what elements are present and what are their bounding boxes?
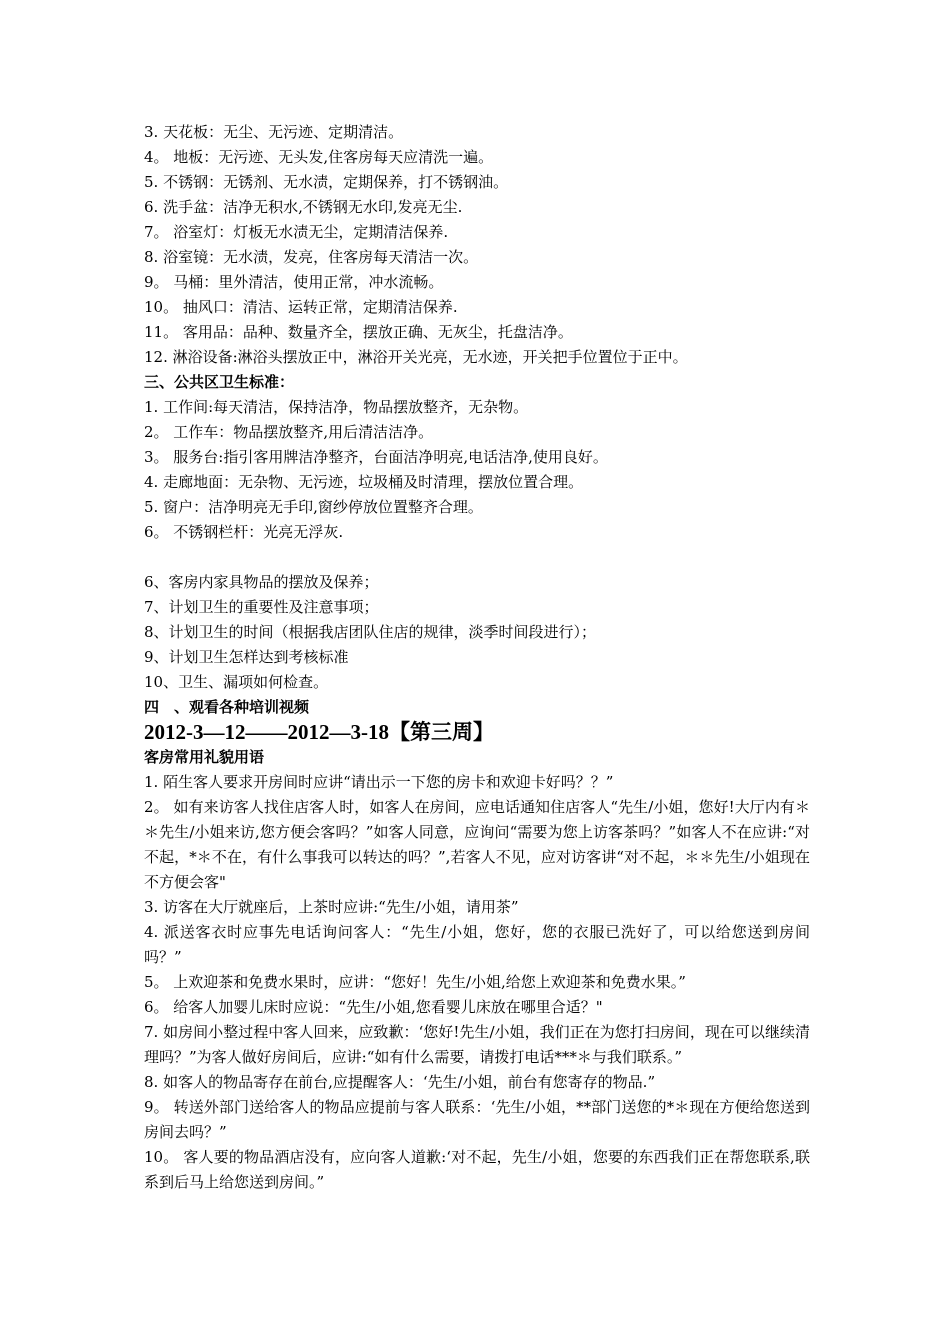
list-item: 4。 地板：无污迹、无头发,住客房每天应清洗一遍。 bbox=[144, 148, 494, 166]
list-item: 6、客房内家具物品的摆放及保养； bbox=[144, 573, 379, 591]
list-item: 11。 客用品：品种、数量齐全，摆放正确、无灰尘，托盘洁净。 bbox=[144, 323, 573, 341]
list-item: 9。 马桶：里外清洁，使用正常，冲水流畅。 bbox=[144, 273, 444, 291]
list-item: 5. 窗户：洁净明亮无手印,窗纱停放位置整齐合理。 bbox=[144, 498, 483, 516]
phrases-heading: 客房常用礼貌用语 bbox=[144, 748, 265, 766]
toilet-standards-list bbox=[144, 120, 810, 370]
list-item: 3。 服务台:指引客用牌洁净整齐，台面洁净明亮,电话洁净,使用良好。 bbox=[144, 448, 608, 466]
list-item: 4. 派送客衣时应事先电话询问客人：“先生/小姐，您好，您的衣服已洗好了，可以给您送到房间吗？” bbox=[144, 923, 810, 966]
list-item: 10、卫生、漏项如何检查。 bbox=[144, 673, 329, 691]
list-item: 12. 淋浴设备:淋浴头摆放正中，淋浴开关光亮，无水迹，开关把手位置位于正中。 bbox=[144, 348, 688, 366]
list-item: 6。 给客人加婴儿床时应说：“先生/小姐,您看婴儿床放在哪里合适？" bbox=[144, 998, 603, 1016]
list-item: 4. 走廊地面：无杂物、无污迹，垃圾桶及时清理，摆放位置合理。 bbox=[144, 473, 584, 491]
public-standards-list bbox=[144, 395, 810, 545]
week-heading: 2012-3—12——2012—3-18【第三周】 bbox=[144, 720, 494, 744]
list-item: 2。 工作车：物品摆放整齐,用后清洁洁净。 bbox=[144, 423, 434, 441]
list-item: 9。 转送外部门送给客人的物品应提前与客人联系：‘先生/小姐，**部门送您的*＊现在方便给您送到房间去吗？” bbox=[144, 1098, 810, 1141]
blank-line bbox=[144, 545, 810, 570]
list-item: 8、计划卫生的时间（根据我店团队住店的规律，淡季时间段进行）； bbox=[144, 623, 597, 641]
courtesy-phrases-list bbox=[144, 770, 810, 1195]
document-page bbox=[144, 120, 810, 1195]
list-item: 6。 不锈钢栏杆：光亮无浮灰. bbox=[144, 523, 344, 541]
list-item: 3. 天花板：无尘、无污迹、定期清洁。 bbox=[144, 123, 404, 141]
list-item: 5. 不锈钢：无锈剂、无水渍，定期保养，打不锈钢油。 bbox=[144, 173, 509, 191]
list-item: 7. 如房间小整过程中客人回来，应致歉：‘您好!先生/小姐，我们正在为您打扫房间，现在可以继续清理吗？”为客人做好房间后，应讲:“如有什么需要，请拨打电话***＊与我们联系。” bbox=[144, 1023, 810, 1066]
list-item: 10。 抽风口：清洁、运转正常，定期清洁保养. bbox=[144, 298, 458, 316]
section-heading-training-videos: 四 、观看各种培训视频 bbox=[144, 698, 310, 716]
list-item: 5。 上欢迎茶和免费水果时，应讲：“您好！先生/小姐,给您上欢迎茶和免费水果。” bbox=[144, 973, 686, 991]
section-heading-public-area: 三、公共区卫生标准： bbox=[144, 373, 295, 391]
list-item: 7。 浴室灯：灯板无水渍无尘，定期清洁保养. bbox=[144, 223, 449, 241]
training-topics-list bbox=[144, 570, 810, 695]
list-item: 9、计划卫生怎样达到考核标准 bbox=[144, 648, 349, 666]
list-item: 6. 洗手盆：洁净无积水,不锈钢无水印,发亮无尘. bbox=[144, 198, 463, 216]
list-item: 1. 工作间:每天清洁，保持洁净，物品摆放整齐，无杂物。 bbox=[144, 398, 529, 416]
list-item: 10。 客人要的物品酒店没有，应向客人道歉:‘对不起，先生/小姐，您要的东西我们正在帮您联系,联系到后马上给您送到房间。” bbox=[144, 1148, 810, 1191]
list-item: 1. 陌生客人要求开房间时应讲“请出示一下您的房卡和欢迎卡好吗？？” bbox=[144, 773, 614, 791]
list-item: 2。 如有来访客人找住店客人时，如客人在房间，应电话通知住店客人“先生/小姐，您好!大厅内有＊＊先生/小姐来访,您方便会客吗？”如客人同意，应询问“需要为您上访客茶吗？”如客人不在应讲:“对不起，*＊不在，有什么事我可以转达的吗？”,若客人不见，应对访客讲“对不起，＊＊先生/小姐现在不方便会客" bbox=[144, 798, 810, 891]
list-item: 8. 如客人的物品寄存在前台,应提醒客人：‘先生/小姐，前台有您寄存的物品.” bbox=[144, 1073, 656, 1091]
list-item: 3. 访客在大厅就座后，上茶时应讲:“先生/小姐，请用茶” bbox=[144, 898, 519, 916]
list-item: 7、计划卫生的重要性及注意事项； bbox=[144, 598, 379, 616]
list-item: 8. 浴室镜：无水渍，发亮，住客房每天清洁一次。 bbox=[144, 248, 479, 266]
